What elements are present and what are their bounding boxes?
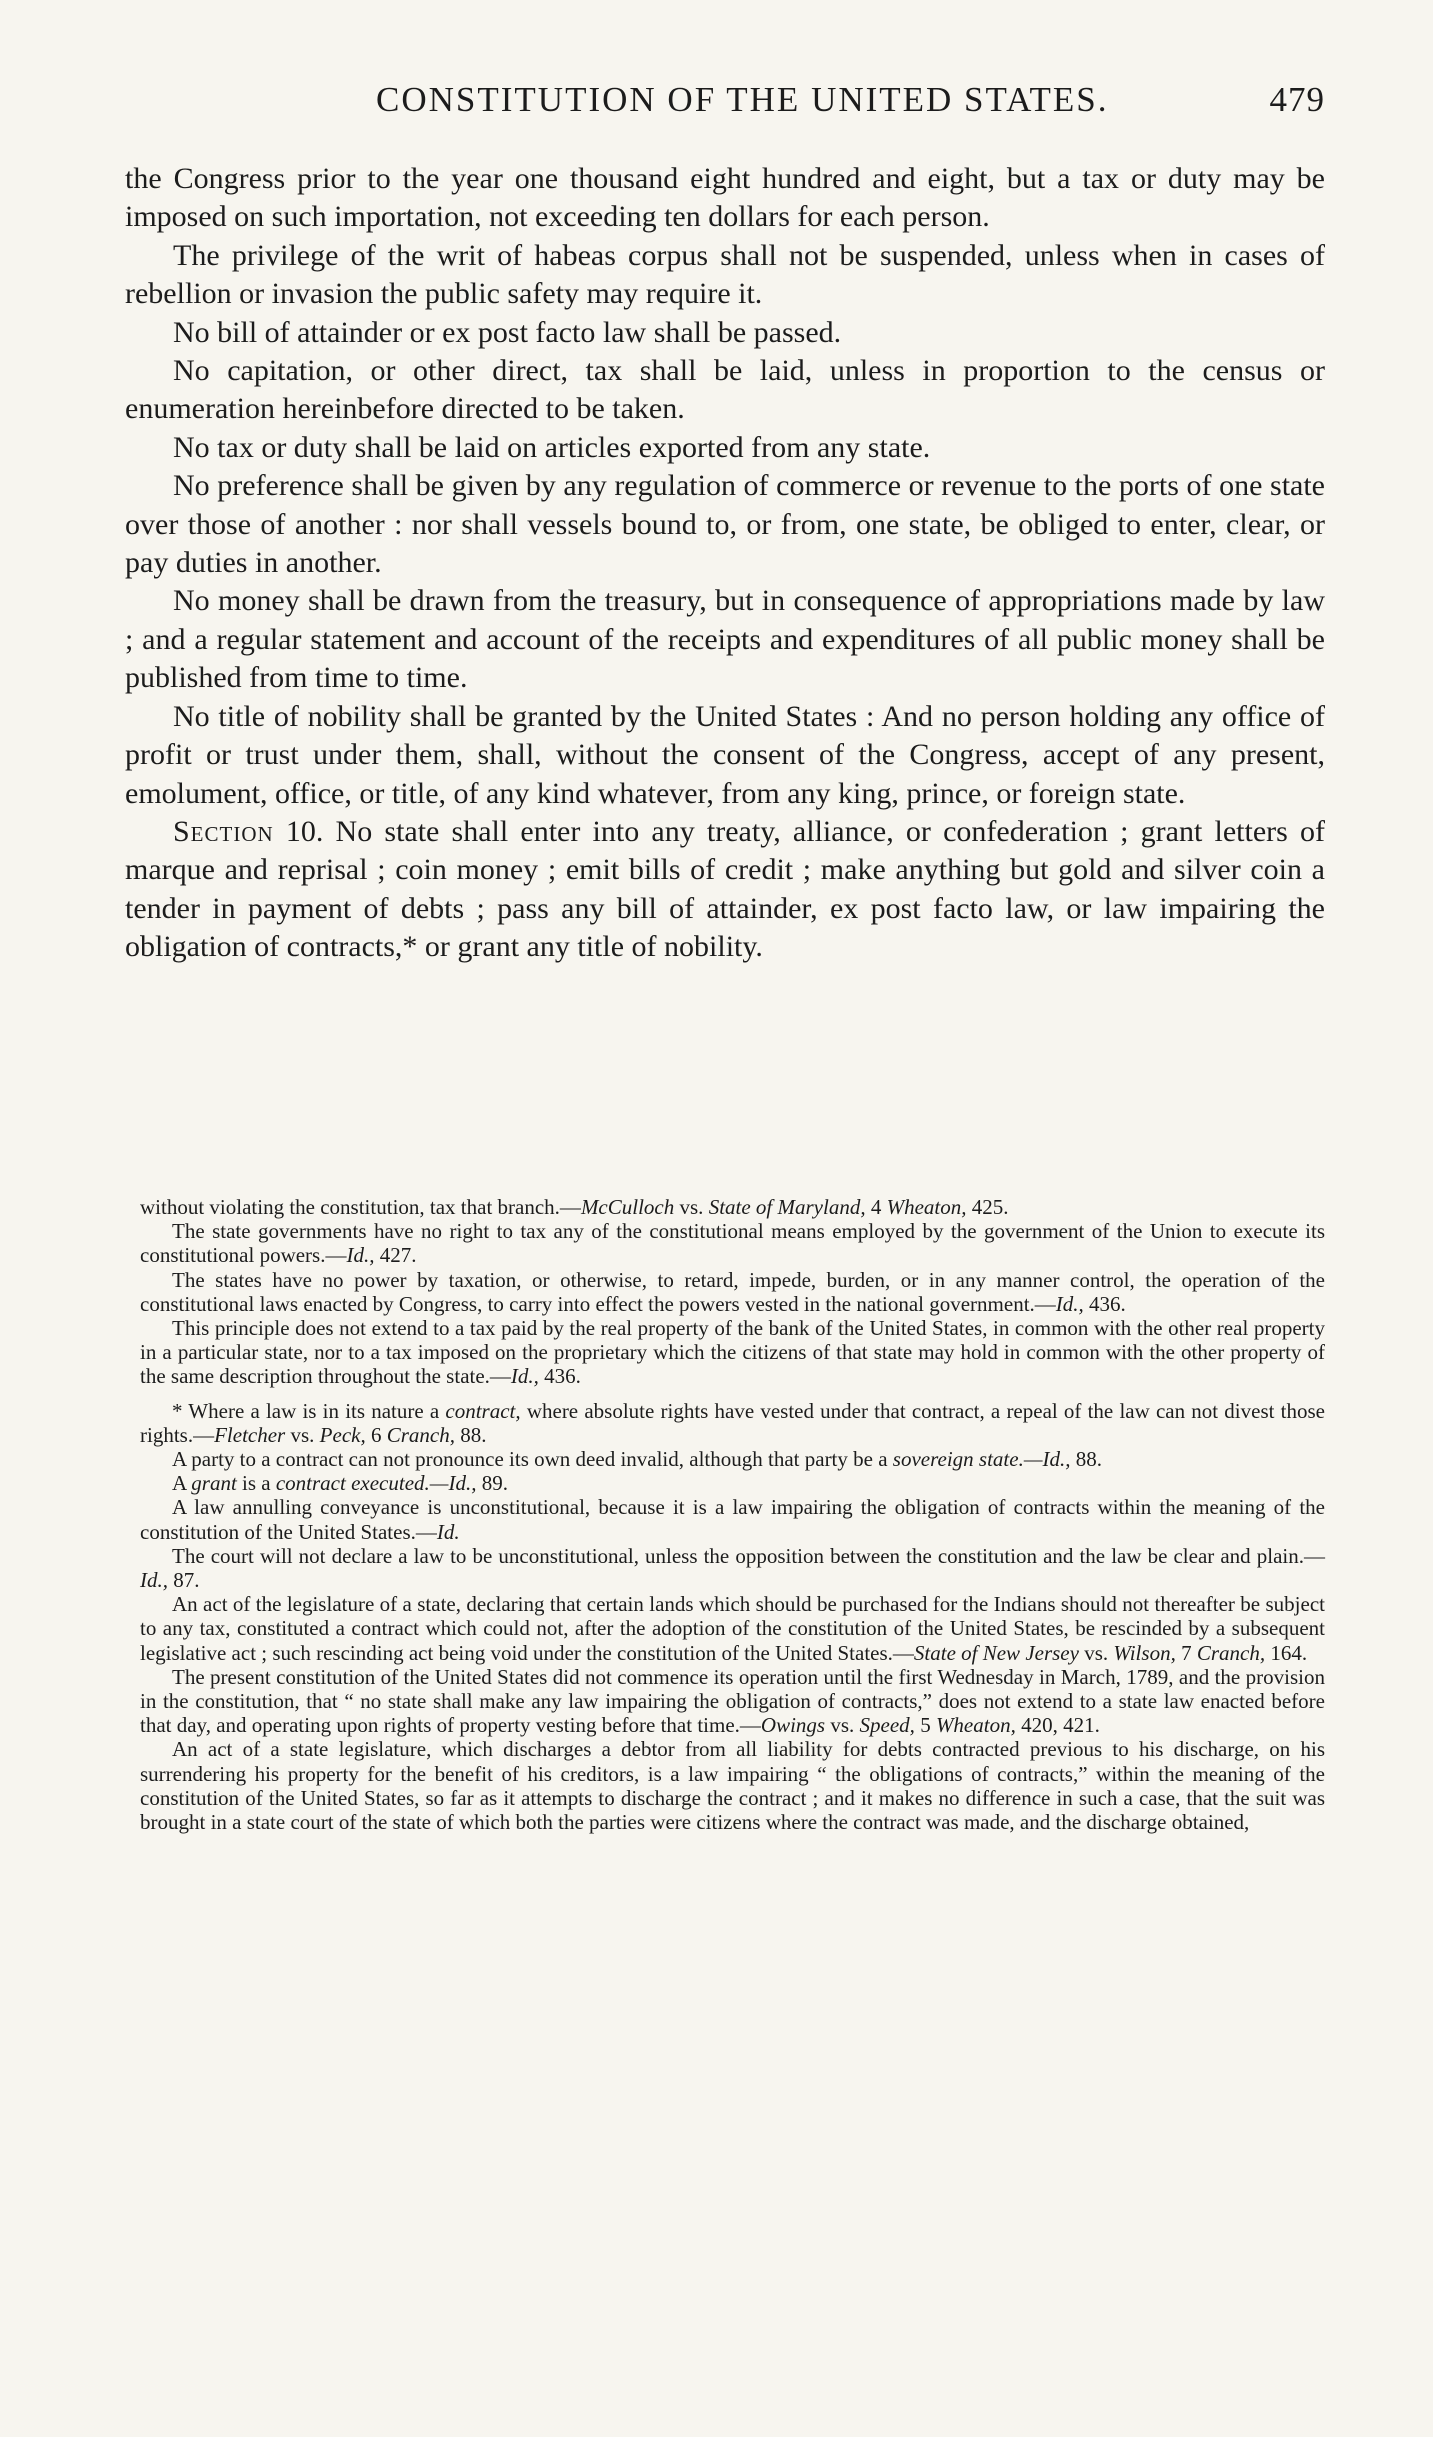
- footnote: This principle does not extend to a tax paid by the real property of the bank of the United States, in common with the other real property in a particular state, nor to a tax imposed on the proprietary which the citizens of that state may hold in common with the other property of the same description throughout the state.—Id., 436.: [140, 1316, 1325, 1389]
- footnote: without violating the constitution, tax that branch.—McCulloch vs. State of Maryland, 4 Wheaton, 425.: [140, 1195, 1009, 1219]
- footnote-asterisk: * Where a law is in its nature a contract, where absolute rights have vested under that contract, a repeal of the law can not divest those rights.—Fletcher vs. Peck, 6 Cranch, 88.: [140, 1398, 1325, 1447]
- footnotes: [140, 1195, 1325, 1834]
- page-number: 479: [1269, 80, 1325, 119]
- footnote: An act of a state legislature, which discharges a debtor from all liability for debts contracted previous to his discharge, on his surrendering his property for the benefit of his creditors, is a law impairing “ the obligations of contracts,” within the meaning of the constitution of the United States, so far as it attempts to discharge the contract ; and it makes no difference in such a case, that the suit was brought in a state court of the state of which both the parties were citizens where the contract was made, and the discharge obtained,: [140, 1737, 1325, 1835]
- footnote: A party to a contract can not pronounce its own deed invalid, although that party be a sovereign state.—Id., 88.: [172, 1447, 1102, 1472]
- paragraph: the Congress prior to the year one thousand eight hundred and eight, but a tax or duty may be imposed on such importation, not exceeding ten dollars for each person.: [125, 162, 1325, 234]
- section-text: No state shall enter into any treaty, alliance, or confederation ; grant letters of marque and reprisal ; coin money ; emit bills of credit ; make anything but gold and silver coin a tender in payment of debts ; pass any bill of attainder, ex post facto law, or law impairing the obligation of contracts,* or grant any title of nobility.: [125, 814, 1325, 964]
- paragraph: The privilege of the writ of habeas corpus shall not be suspended, unless when in cases of rebellion or invasion the public safety may require it.: [125, 238, 1325, 311]
- footnote: A grant is a contract executed.—Id., 89.: [172, 1471, 508, 1496]
- section-number: 10.: [285, 814, 324, 848]
- paragraph: No preference shall be given by any regulation of commerce or revenue to the ports of one state over those of another : nor shall vessels bound to, or from, one state, be obliged to enter, clear, or pay duties in another.: [125, 469, 1325, 580]
- paragraph: No tax or duty shall be laid on articles exported from any state.: [173, 430, 931, 464]
- section-label: Section: [173, 814, 274, 848]
- section-10-paragraph: [125, 813, 1325, 967]
- paragraph: No bill of attainder or ex post facto law shall be passed.: [173, 315, 842, 349]
- footnote: The state governments have no right to tax any of the constitutional means employed by the government of the Union to execute its constitutional powers.—Id., 427.: [140, 1219, 1325, 1268]
- footnote: The present constitution of the United States did not commence its operation until the first Wednesday in March, 1789, and the provision in the constitution, that “ no state shall make any law impairing the obligation of contracts,” does not extend to a state law enacted before that day, and operating upon rights of property vesting before that time.—Owings vs. Speed, 5 Wheaton, 420, 421.: [140, 1664, 1325, 1738]
- footnote: The states have no power by taxation, or otherwise, to retard, impede, burden, or in any manner control, the operation of the constitutional laws enacted by Congress, to carry into effect the powers vested in the national government.—Id., 436.: [140, 1267, 1325, 1316]
- page-header: [125, 80, 1325, 140]
- footnote: An act of the legislature of a state, declaring that certain lands which should be purchased for the Indians should not thereafter be subject to any tax, constituted a contract which could not, after the adoption of the constitution of the United States, be rescinded by a subsequent legislative act ; such rescinding act being void under the constitution of the United States.—State of New Jersey vs. Wilson, 7 Cranch, 164.: [140, 1592, 1325, 1665]
- main-text: [125, 160, 1325, 967]
- paragraph: No title of nobility shall be granted by the United States : And no person holding any office of profit or trust under them, shall, without the consent of the Congress, accept of any present, emolument, office, or title, of any kind whatever, from any king, prince, or foreign state.: [125, 699, 1325, 810]
- footnote: A law annulling conveyance is unconstitutional, because it is a law impairing the obligation of contracts within the meaning of the constitution of the United States.—Id.: [140, 1495, 1325, 1544]
- footnote: The court will not declare a law to be unconstitutional, unless the opposition between the constitution and the law be clear and plain.—Id., 87.: [140, 1543, 1325, 1593]
- running-title: CONSTITUTION OF THE UNITED STATES.: [376, 80, 1109, 119]
- paragraph: No capitation, or other direct, tax shall be laid, unless in proportion to the census or enumeration hereinbefore directed to be taken.: [125, 354, 1325, 426]
- paragraph: No money shall be drawn from the treasury, but in consequence of appropriations made by law ; and a regular statement and account of the receipts and expenditures of all public money shall be published from time to time.: [125, 584, 1325, 695]
